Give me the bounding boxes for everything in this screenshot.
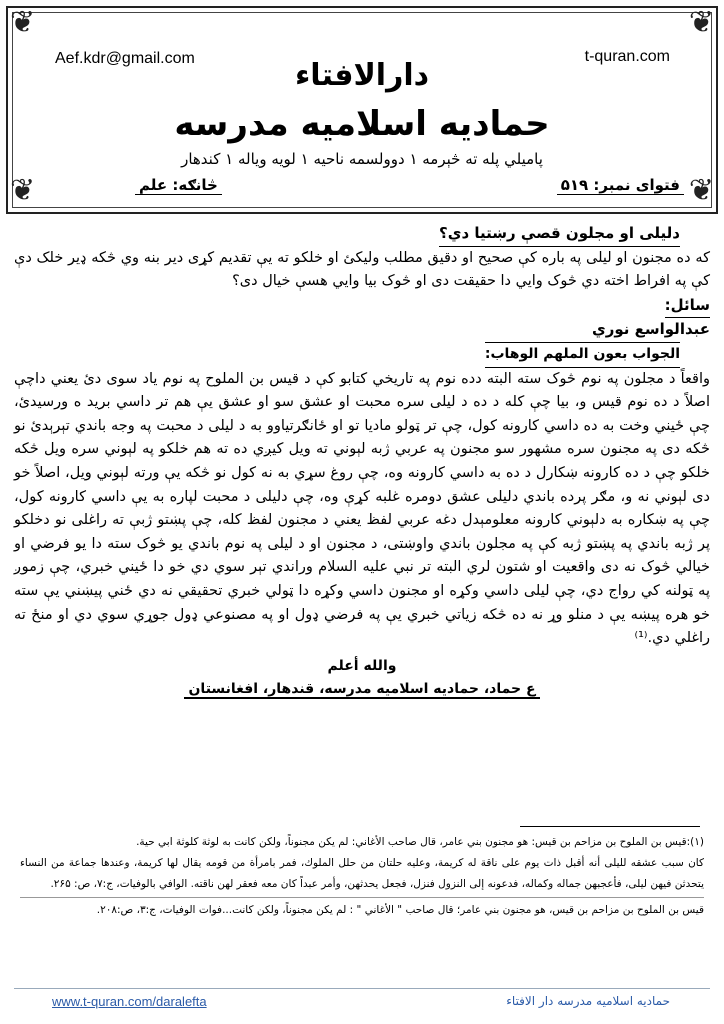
footer-url-link[interactable]: www.t-quran.com/daralefta (52, 994, 207, 1009)
ornament-top-left-icon: ❦ (10, 5, 36, 40)
asker-name: عبدالواسع نوري (592, 320, 710, 339)
closing-phrase: والله أعلم (327, 657, 397, 674)
header-title-madrasa: حمادیه اسلامیه مدرسه (174, 104, 550, 144)
header-title-daralifta: دارالافتاء (294, 58, 430, 93)
asker-label: سائل: (665, 294, 710, 319)
ornament-bottom-left-icon: ❦ (10, 173, 36, 208)
answer-heading: الجواب بعون الملهم الوهاب: (485, 342, 680, 368)
footnote-2: کان سبب عشقه للیلی أنه أقبل ذات یوم علی ناقة له کریمة، وعلیه حلتان من حلل الملوك، فمر بامرأة من قومه یقال لها کریمة، وعندها جماعة من النساء یتحدثن فیهن لیلی، فأعجبهن جماله وکماله، فدعونه إلی النزول فنزل، فجعل یحدثهن، وأمر عبداً کان معه فعقر لهن ناقته. الوافي بالوفیات، ج:۷، ص: ۲۶۵. (20, 857, 704, 890)
footnote-3: قیس بن الملوح بن مزاحم بن قیس، هو مجنون بني عامر؛ قال صاحب " الأغاني " : لم یکن مجنوناً، ولکن کانت...فوات الوفیات، ج:۳، ص:۲۰۸. (96, 904, 704, 916)
fatwa-content (14, 222, 710, 702)
signature-text: ع حماد، حمادیه اسلامیه مدرسه، قندهار، افغانستان (184, 681, 539, 699)
footnote-1: (۱):قیس بن الملوح بن مزاحم بن قیس: هو مجنون بني عامر، قال صاحب الأغاني: لم یکن مجنوناً، ولکن کانت به لوثة کلوثة ابي حیة. (136, 836, 704, 848)
ornament-top-right-icon: ❦ (688, 5, 714, 40)
footer-rule (14, 988, 710, 989)
header-email[interactable]: Aef.kdr@gmail.com (55, 50, 195, 67)
question-title: دلیلی او مجلون قصې رښتیا دي؟ (439, 222, 680, 247)
fatwa-number: فتوای نمبر: ۵۱۹ (557, 176, 684, 195)
footnotes (20, 832, 704, 921)
header-website[interactable]: t-quran.com (584, 48, 670, 65)
question-text: که ده مجنون او لیلی په باره کې صحیح او دقیق مطلب ولیکئ او خلکو ته یې تقدیم کړی دیر بنه وي څکه ډیر خلک دې کې په افراط اخته دي څوک وایي دا حقیقت دی او څوک بیا وایي هسې خیال دی؟ (14, 249, 710, 290)
ornament-bottom-right-icon: ❦ (688, 173, 714, 208)
footer-organization: حمادیه اسلامیه مدرسه دار الافتاء (506, 994, 670, 1008)
footnote-divider (20, 897, 704, 898)
footnote-rule (520, 826, 700, 827)
header-address: پامیلي پله ته څېرمه ۱ دوولسمه ناحیه ۱ لویه ویاله ۱ کندهار (181, 150, 543, 168)
signature (14, 678, 710, 702)
fatwa-chapter: څانګه: علم (135, 176, 222, 195)
answer-text: واقعاً د مجلون په نوم څوک سته البته دده نوم په تاریخي کتابو کې د قیس بن الملوح په نوم یاد سوی دئ یعني داچې اصلاً د ده نوم قیس و، بیا چې کله د ده د لیلی سره محبت او عشق سو او عشق یې هم تر داسي برید ه ورسیدئ، چې ځیني وخت به ده داسي کارونه کول، چې تر ټولو ماديا تو او ځانګرتیاوو به د لیلی د محبت په وجه باندي تېرېدئ نو څکه دی په مجنون سره مشهور سو مجنون په عربي ژبه لېوني ته ویل کیږي ده ته هم خلکو په لېوني سره ویل څکه خلکو چې د ده کارونه ښکارل د ده به داسي کارونه وه، چې روغ سړي به نه کول نو څکه یې ورته لېوني ویل، اصلاً خو دی لېوني نه و، مګر پرده باندي دلیلی عشق دومره غلبه کړې وه، چې دلیلی د محبت لپاره به یې داسي کارونه کول، چې په ښکاره به دلېوني کارونه معلومېدل دغه عربي لفظ یعني د مجنون لفظ کله، چې پښتو ژبې ته راغلی نو دخلکو پر ژبه باندي په پښتو ژبه کې په مجلون باندي واوښتی، د مجنون او د لیلی په نوم باندي یو څوک سته دا یو فرضي او خیالي څوک نه دی واقعیت او شتون لري البته تر نبي علیه السلام وراندي تېر سوي دي خو دا ځیني خبري، چې زموږ په ټولنه کي رواج دي، چې لیلی داسي وکړه او مجنون داسي وکړه دا ټولي خبري تحقیقي نه دي ځني پیښني یې سته خو هره پیښه یې د منلو وړ نه ده څکه زیاتي خبري یې په فرضي ډول او په مصنوعي ډول جوړي سوي دي او منځ ته راغلي دي.⁽¹⁾ (14, 370, 710, 647)
